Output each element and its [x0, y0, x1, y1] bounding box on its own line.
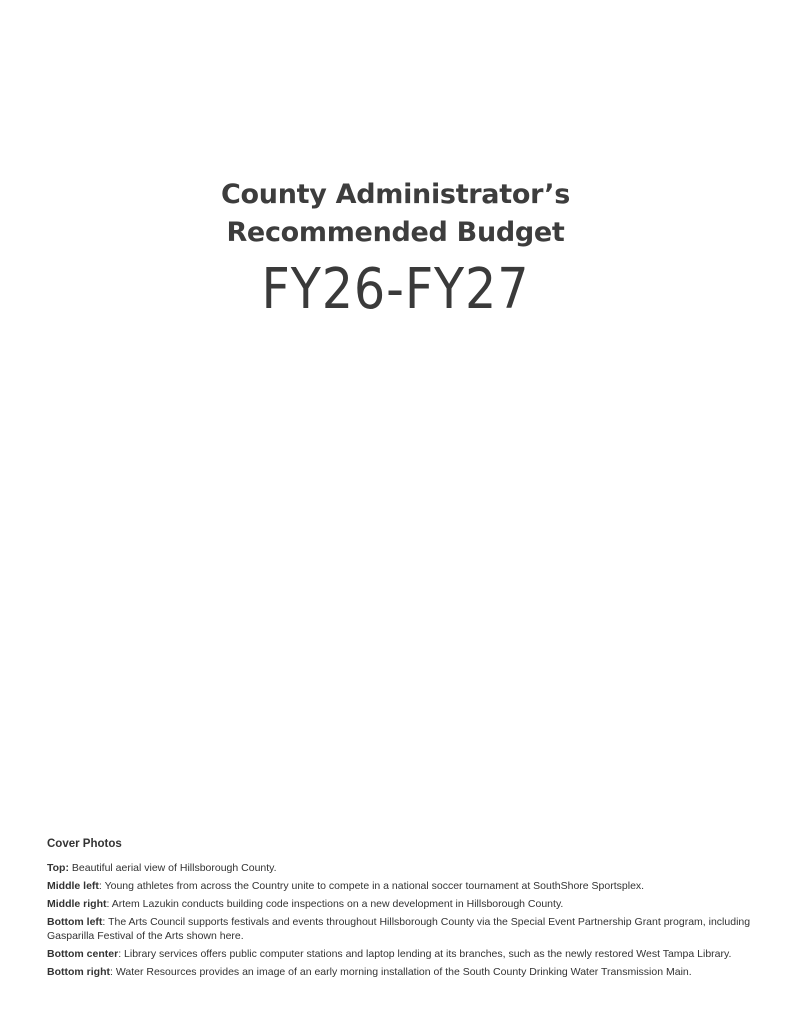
caption-label: Bottom center [47, 948, 119, 960]
caption-text: : Library services offers public computer stations and laptop lending at its branches, such as the newly restored West Tampa Library. [118, 948, 732, 960]
caption-text: : The Arts Council supports festivals and events throughout Hillsborough County via the Special Event Partnership Grant program, including Gasparilla Festival of the Arts shown here. [47, 916, 751, 942]
cover-photos-section [47, 836, 757, 983]
caption-bottom-right [47, 965, 757, 979]
caption-top [47, 861, 757, 875]
caption-text: : Young athletes from across the Country unite to compete in a national soccer tournament at SouthShore Sportsplex. [98, 880, 645, 892]
caption-middle-right [47, 897, 757, 911]
caption-label: Top: [47, 862, 69, 874]
caption-bottom-center [47, 947, 757, 961]
caption-label: Bottom right [47, 966, 110, 978]
caption-text: : Water Resources provides an image of an early morning installation of the South County Drinking Water Transmission Main. [110, 966, 692, 978]
title-block [0, 176, 791, 322]
caption-middle-left [47, 879, 757, 893]
caption-text: Beautiful aerial view of Hillsborough County. [68, 862, 277, 874]
caption-bottom-left [47, 915, 757, 943]
cover-photos-heading: Cover Photos [47, 838, 122, 850]
title-line-1: County Administrator’s [221, 179, 570, 210]
caption-label: Bottom left [47, 916, 103, 928]
title-line-2: Recommended Budget [226, 217, 565, 248]
caption-text: : Artem Lazukin conducts building code inspections on a new development in Hillsborough County. [106, 898, 564, 910]
caption-label: Middle left [47, 880, 99, 892]
fiscal-years: FY26-FY27 [261, 257, 530, 322]
caption-label: Middle right [47, 898, 107, 910]
